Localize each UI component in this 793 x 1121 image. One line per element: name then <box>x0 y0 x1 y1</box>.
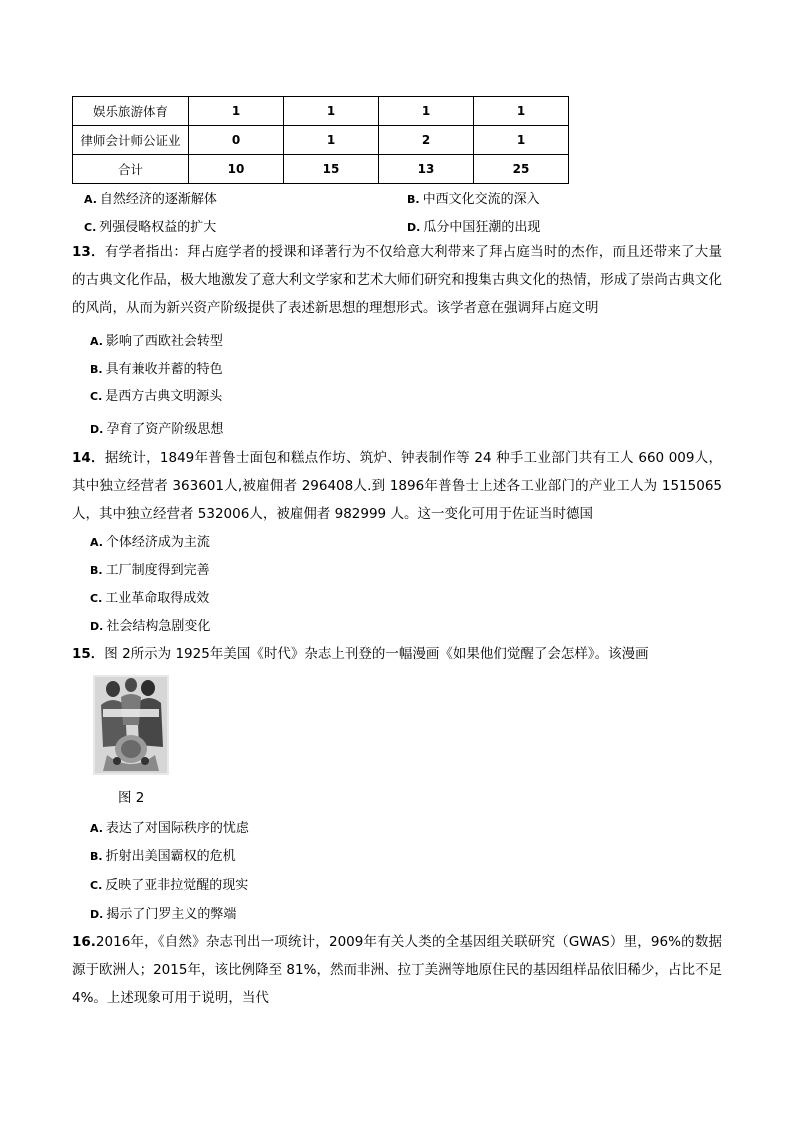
question-14 <box>72 444 722 528</box>
q15-option-c <box>90 874 248 893</box>
table-cell: 10 <box>189 155 284 184</box>
table-cell: 0 <box>189 126 284 155</box>
table-cell: 1 <box>284 97 379 126</box>
option-text: 孕育了资产阶级思想 <box>106 422 224 437</box>
option-letter: A. <box>90 536 103 549</box>
question-text: 2016年，《自然》杂志刊出一项统计，2009年有关人类的全基因组关联研究（GWAS）里，96%的数据源于欧洲人；2015年，该比例降至 81%，然而非洲、拉丁美洲等地原住民的基因组样品依旧稀少，占比不足 4%。上述现象可用于说明，当代 <box>72 934 722 1006</box>
question-text: 据统计，1849年普鲁士面包和糕点作坊、筑炉、钟表制作等 24 种手工业部门共有工人 660 009人，其中独立经营者 363601人,被雇佣者 296408人.到 1896年普鲁士上述各工业部门的产业工人为 1515065人，其中独立经营者 532006人，被雇佣者 982999 人。这一变化可用于佐证当时德国 <box>72 450 722 522</box>
table-cell: 1 <box>474 97 569 126</box>
q14-option-b <box>90 559 210 578</box>
row-label: 娱乐旅游体育 <box>73 97 189 126</box>
q13-option-b <box>90 358 223 377</box>
table-cell: 25 <box>474 155 569 184</box>
statistics-table <box>72 96 569 184</box>
option-text: 具有兼收并蓄的特色 <box>105 362 223 377</box>
option-letter: D. <box>90 423 104 436</box>
option-text: 社会结构急剧变化 <box>106 619 211 634</box>
question-number: 16. <box>72 934 96 950</box>
option-text: 影响了西欧社会转型 <box>105 334 223 349</box>
question-15 <box>72 640 722 668</box>
table-row <box>73 126 569 155</box>
option-letter: C. <box>90 879 103 892</box>
row-label: 律师会计师公证业 <box>73 126 189 155</box>
question-text: 有学者指出：拜占庭学者的授课和译著行为不仅给意大利带来了拜占庭当时的杰作，而且还带来了大量的古典文化作品，极大地激发了意大利文学家和艺术大师们研究和搜集古典文化的热情，形成了崇尚古典文化的风尚，从而为新兴资产阶级提供了表述新思想的理想形式。该学者意在强调拜占庭文明 <box>72 244 722 316</box>
table-cell: 1 <box>474 126 569 155</box>
question-number: 13． <box>72 244 105 260</box>
option-text: 工厂制度得到完善 <box>105 563 210 578</box>
option-letter: D. <box>407 221 421 234</box>
option-letter: B. <box>90 363 103 376</box>
q12-option-d <box>407 216 540 235</box>
option-text: 瓜分中国狂潮的出现 <box>423 220 541 235</box>
table-cell: 1 <box>284 126 379 155</box>
q14-option-d <box>90 615 210 634</box>
option-text: 是西方古典文明源头 <box>105 389 223 404</box>
table-cell: 2 <box>379 126 474 155</box>
q14-option-a <box>90 531 210 550</box>
option-text: 自然经济的逐渐解体 <box>99 192 217 207</box>
question-text: 图 2所示为 1925年美国《时代》杂志上刊登的一幅漫画《如果他们觉醒了会怎样》。该漫画 <box>104 646 649 662</box>
option-text: 工业革命取得成效 <box>105 591 210 606</box>
question-16 <box>72 928 722 1012</box>
table-cell: 13 <box>379 155 474 184</box>
option-text: 揭示了门罗主义的弊端 <box>106 907 237 922</box>
option-text: 列强侵略权益的扩大 <box>99 220 217 235</box>
option-letter: A. <box>90 335 103 348</box>
table-row <box>73 97 569 126</box>
option-letter: C. <box>90 592 103 605</box>
option-text: 折射出美国霸权的危机 <box>105 849 236 864</box>
q15-option-a <box>90 817 249 836</box>
option-text: 表达了对国际秩序的忧虑 <box>105 821 249 836</box>
option-letter: A. <box>84 193 97 206</box>
option-letter: D. <box>90 620 104 633</box>
figure-caption: 图 2 <box>118 790 145 806</box>
option-letter: B. <box>90 564 103 577</box>
question-13 <box>72 238 722 322</box>
option-letter: B. <box>90 850 103 863</box>
q15-option-d <box>90 903 236 922</box>
q13-option-a <box>90 330 223 349</box>
question-number: 15． <box>72 646 105 662</box>
table-row <box>73 155 569 184</box>
table-cell: 15 <box>284 155 379 184</box>
option-letter: A. <box>90 822 103 835</box>
option-letter: B. <box>407 193 420 206</box>
q12-option-a <box>84 188 217 207</box>
option-text: 中西文化交流的深入 <box>422 192 540 207</box>
row-label: 合计 <box>73 155 189 184</box>
option-text: 反映了亚非拉觉醒的现实 <box>105 878 249 893</box>
q15-option-b <box>90 845 236 864</box>
q12-option-c <box>84 216 216 235</box>
option-letter: C. <box>84 221 97 234</box>
option-text: 个体经济成为主流 <box>105 535 210 550</box>
table-cell: 1 <box>189 97 284 126</box>
option-letter: D. <box>90 908 104 921</box>
option-letter: C. <box>90 390 103 403</box>
q12-option-b <box>407 188 540 207</box>
cartoon-image <box>93 675 169 775</box>
q13-option-d <box>90 418 223 437</box>
q13-option-c <box>90 385 222 404</box>
question-number: 14． <box>72 450 105 466</box>
table-cell: 1 <box>379 97 474 126</box>
q14-option-c <box>90 587 209 606</box>
